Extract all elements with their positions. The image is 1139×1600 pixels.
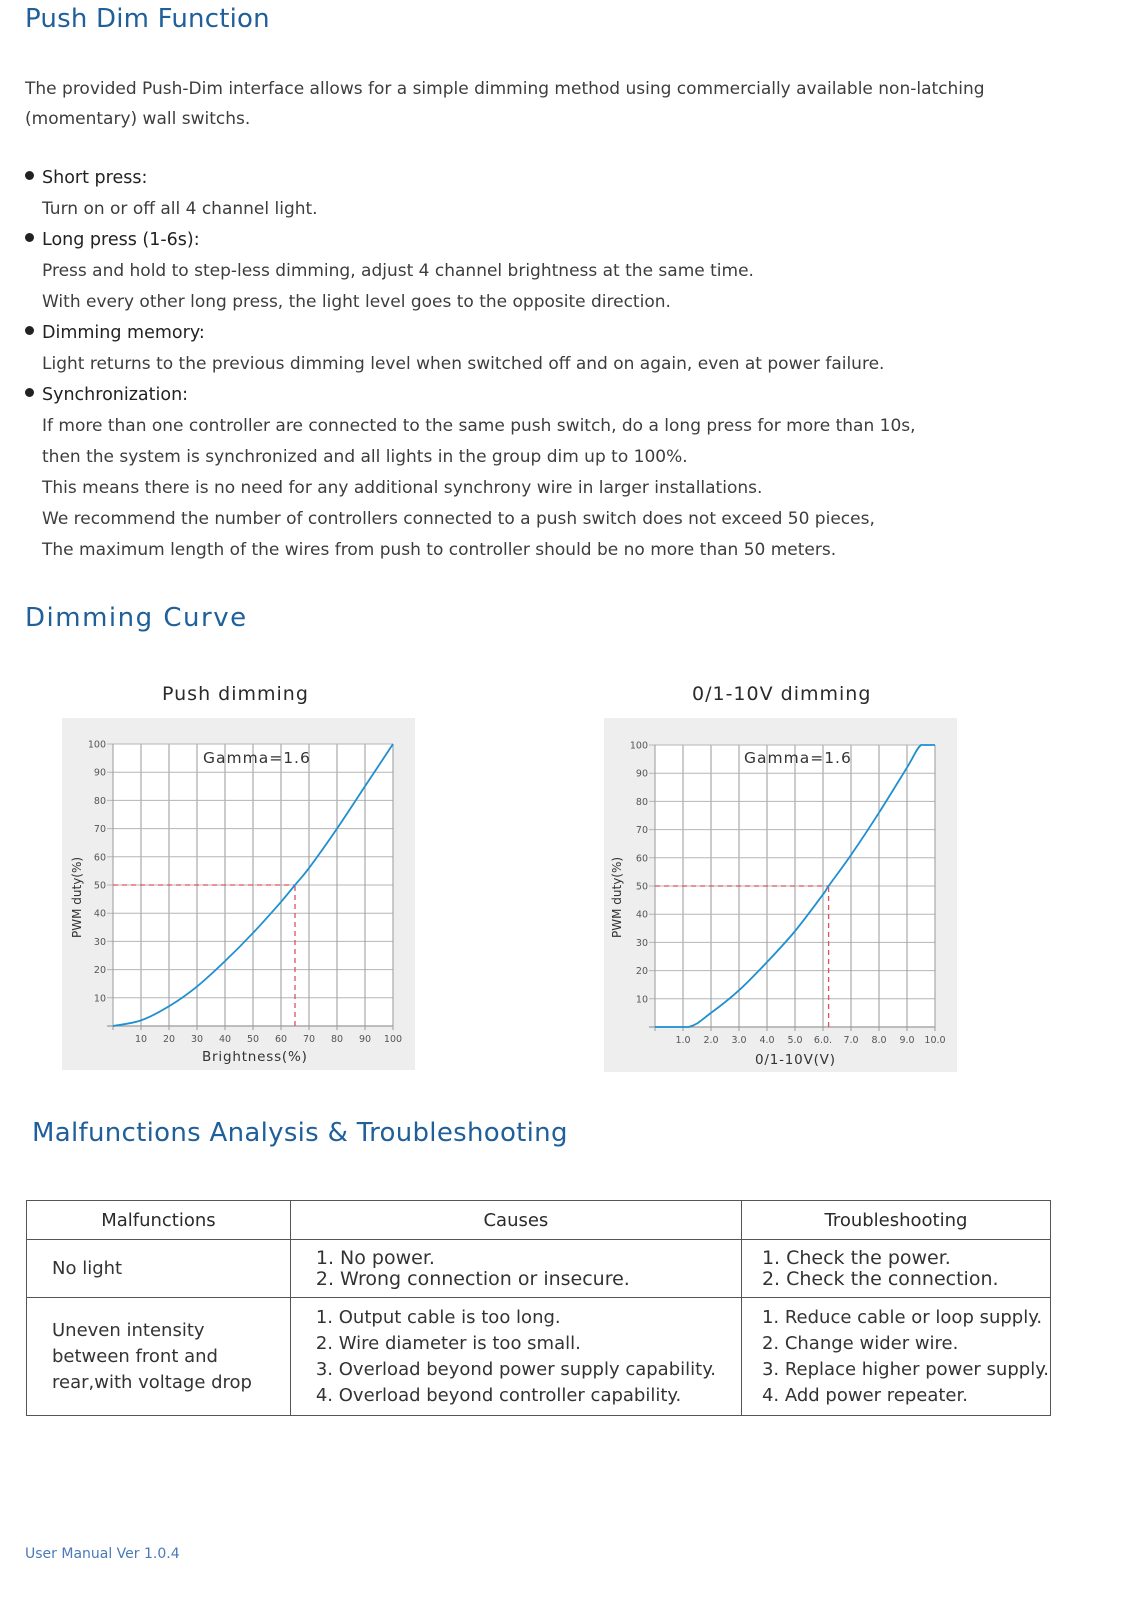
cell-text: between front and: [52, 1345, 218, 1367]
svg-text:9.0: 9.0: [899, 1035, 915, 1046]
svg-text:100: 100: [383, 1034, 403, 1045]
feature-heading: Short press:: [42, 168, 148, 188]
svg-text:90: 90: [358, 1034, 372, 1045]
feature-heading: Synchronization:: [42, 385, 189, 405]
section-title-dimming-curve: Dimming Curve: [25, 603, 248, 633]
chart-title-010v: 0/1-10V dimming: [692, 683, 872, 705]
cell-text: 2. Wrong connection or insecure.: [315, 1267, 630, 1290]
gamma-label: Gamma=1.6: [203, 749, 311, 767]
push-dim-intro: [25, 74, 985, 134]
svg-text:30: 30: [93, 936, 106, 948]
svg-text:10: 10: [635, 994, 648, 1006]
cell-text: 3. Overload beyond power supply capability.: [315, 1358, 717, 1380]
feature-desc: This means there is no need for any additional synchrony wire in larger installations.: [42, 478, 763, 498]
feature-desc: then the system is synchronized and all lights in the group dim up to 100%.: [42, 447, 688, 467]
cell-text: 1. Reduce cable or loop supply.: [761, 1306, 1043, 1328]
feature-desc: With every other long press, the light level goes to the opposite direction.: [42, 292, 671, 312]
feature-desc: Press and hold to step-less dimming, adjust 4 channel brightness at the same time.: [42, 261, 754, 281]
svg-text:90: 90: [635, 768, 648, 780]
cell-text: 1. Output cable is too long.: [315, 1306, 561, 1328]
chart-title-push: Push dimming: [162, 683, 309, 705]
svg-text:70: 70: [93, 824, 106, 836]
feature-short-press: [25, 163, 1025, 225]
cell-text: 3. Replace higher power supply.: [761, 1358, 1049, 1380]
cell-text: 1. Check the power.: [761, 1246, 951, 1269]
feature-desc: If more than one controller are connected to the same push switch, do a long press for more than 10s,: [42, 416, 916, 436]
010v-dimming-chart: [604, 718, 957, 1072]
header-causes: Causes: [290, 1201, 741, 1240]
svg-text:20: 20: [93, 965, 106, 977]
malfunction-cell: [27, 1298, 291, 1416]
svg-text:40: 40: [93, 908, 106, 920]
fixes-cell: [741, 1298, 1050, 1416]
cell-text: rear,with voltage drop: [52, 1371, 252, 1393]
feature-desc: Turn on or off all 4 channel light.: [42, 199, 318, 219]
svg-text:50: 50: [93, 880, 106, 892]
svg-text:10: 10: [93, 993, 106, 1005]
intro-line: (momentary) wall switchs.: [25, 109, 251, 129]
header-troubleshooting: Troubleshooting: [741, 1201, 1050, 1240]
feature-desc: We recommend the number of controllers connected to a push switch does not exceed 50 pieces,: [42, 509, 875, 529]
svg-text:4.0: 4.0: [759, 1035, 775, 1046]
cell-text: 2. Wire diameter is too small.: [315, 1332, 581, 1354]
svg-text:3.0: 3.0: [731, 1035, 747, 1046]
feature-list: [25, 163, 1025, 566]
svg-text:40: 40: [218, 1034, 232, 1045]
feature-long-press: [25, 225, 1025, 318]
feature-synchronization: [25, 380, 1025, 566]
svg-text:7.0: 7.0: [843, 1035, 859, 1046]
svg-text:70: 70: [635, 825, 648, 837]
intro-line: The provided Push-Dim interface allows for a simple dimming method using commercially available non-latching: [25, 79, 985, 99]
x-axis-label: Brightness(%): [202, 1049, 308, 1065]
bullet-icon: [25, 171, 34, 180]
svg-text:90: 90: [93, 767, 106, 779]
y-axis-label: PWM duty(%): [610, 856, 624, 938]
svg-text:40: 40: [635, 909, 648, 921]
svg-text:30: 30: [190, 1034, 204, 1045]
svg-text:60: 60: [635, 853, 648, 865]
y-axis-label: PWM duty(%): [70, 856, 84, 938]
svg-text:10.0: 10.0: [924, 1035, 946, 1046]
svg-text:30: 30: [635, 937, 648, 949]
causes-cell: [290, 1240, 741, 1298]
feature-desc: Light returns to the previous dimming level when switched off and on again, even at power failure.: [42, 354, 885, 374]
svg-text:80: 80: [330, 1034, 344, 1045]
svg-text:50: 50: [246, 1034, 260, 1045]
feature-dimming-memory: [25, 318, 1025, 380]
bullet-icon: [25, 326, 34, 335]
cell-text: No light: [52, 1257, 123, 1279]
feature-heading: Dimming memory:: [42, 323, 205, 343]
svg-text:100: 100: [87, 739, 106, 751]
header-malfunctions: Malfunctions: [27, 1201, 291, 1240]
svg-text:70: 70: [302, 1034, 316, 1045]
svg-text:6.0.: 6.0.: [813, 1035, 833, 1046]
cell-text: Uneven intensity: [52, 1319, 205, 1341]
table-row: [27, 1298, 1051, 1416]
svg-text:8.0: 8.0: [871, 1035, 887, 1046]
cell-text: 1. No power.: [315, 1246, 435, 1269]
chart-panel-push: [62, 718, 415, 1070]
cell-text: 4. Add power repeater.: [761, 1384, 968, 1406]
x-axis-label: 0/1-10V(V): [755, 1052, 836, 1068]
table-header-row: [27, 1201, 1051, 1240]
svg-text:20: 20: [635, 966, 648, 978]
svg-text:5.0: 5.0: [787, 1035, 803, 1046]
svg-text:60: 60: [274, 1034, 288, 1045]
bullet-icon: [25, 388, 34, 397]
section-title-troubleshooting: Malfunctions Analysis & Troubleshooting: [32, 1118, 568, 1148]
push-dimming-chart: [62, 718, 415, 1070]
chart-panel-010v: [604, 718, 957, 1072]
feature-desc: The maximum length of the wires from push to controller should be no more than 50 meters.: [42, 540, 837, 560]
cell-text: 2. Change wider wire.: [761, 1332, 959, 1354]
section-title-push-dim: Push Dim Function: [25, 4, 270, 34]
feature-heading: Long press (1-6s):: [42, 230, 200, 250]
svg-text:80: 80: [93, 795, 106, 807]
troubleshooting-table: [26, 1200, 1051, 1416]
causes-cell: [290, 1298, 741, 1416]
bullet-icon: [25, 233, 34, 242]
svg-text:1.0: 1.0: [675, 1035, 691, 1046]
cell-text: 2. Check the connection.: [761, 1267, 999, 1290]
malfunction-cell: [27, 1240, 291, 1298]
svg-text:10: 10: [134, 1034, 148, 1045]
fixes-cell: [741, 1240, 1050, 1298]
footer-version: User Manual Ver 1.0.4: [25, 1546, 180, 1562]
svg-text:100: 100: [629, 740, 648, 752]
gamma-label: Gamma=1.6: [744, 749, 852, 767]
table-row: [27, 1240, 1051, 1298]
svg-text:60: 60: [93, 852, 106, 864]
svg-text:2.0: 2.0: [703, 1035, 719, 1046]
svg-text:20: 20: [162, 1034, 176, 1045]
svg-text:80: 80: [635, 796, 648, 808]
cell-text: 4. Overload beyond controller capability.: [315, 1384, 682, 1406]
svg-text:50: 50: [635, 881, 648, 893]
